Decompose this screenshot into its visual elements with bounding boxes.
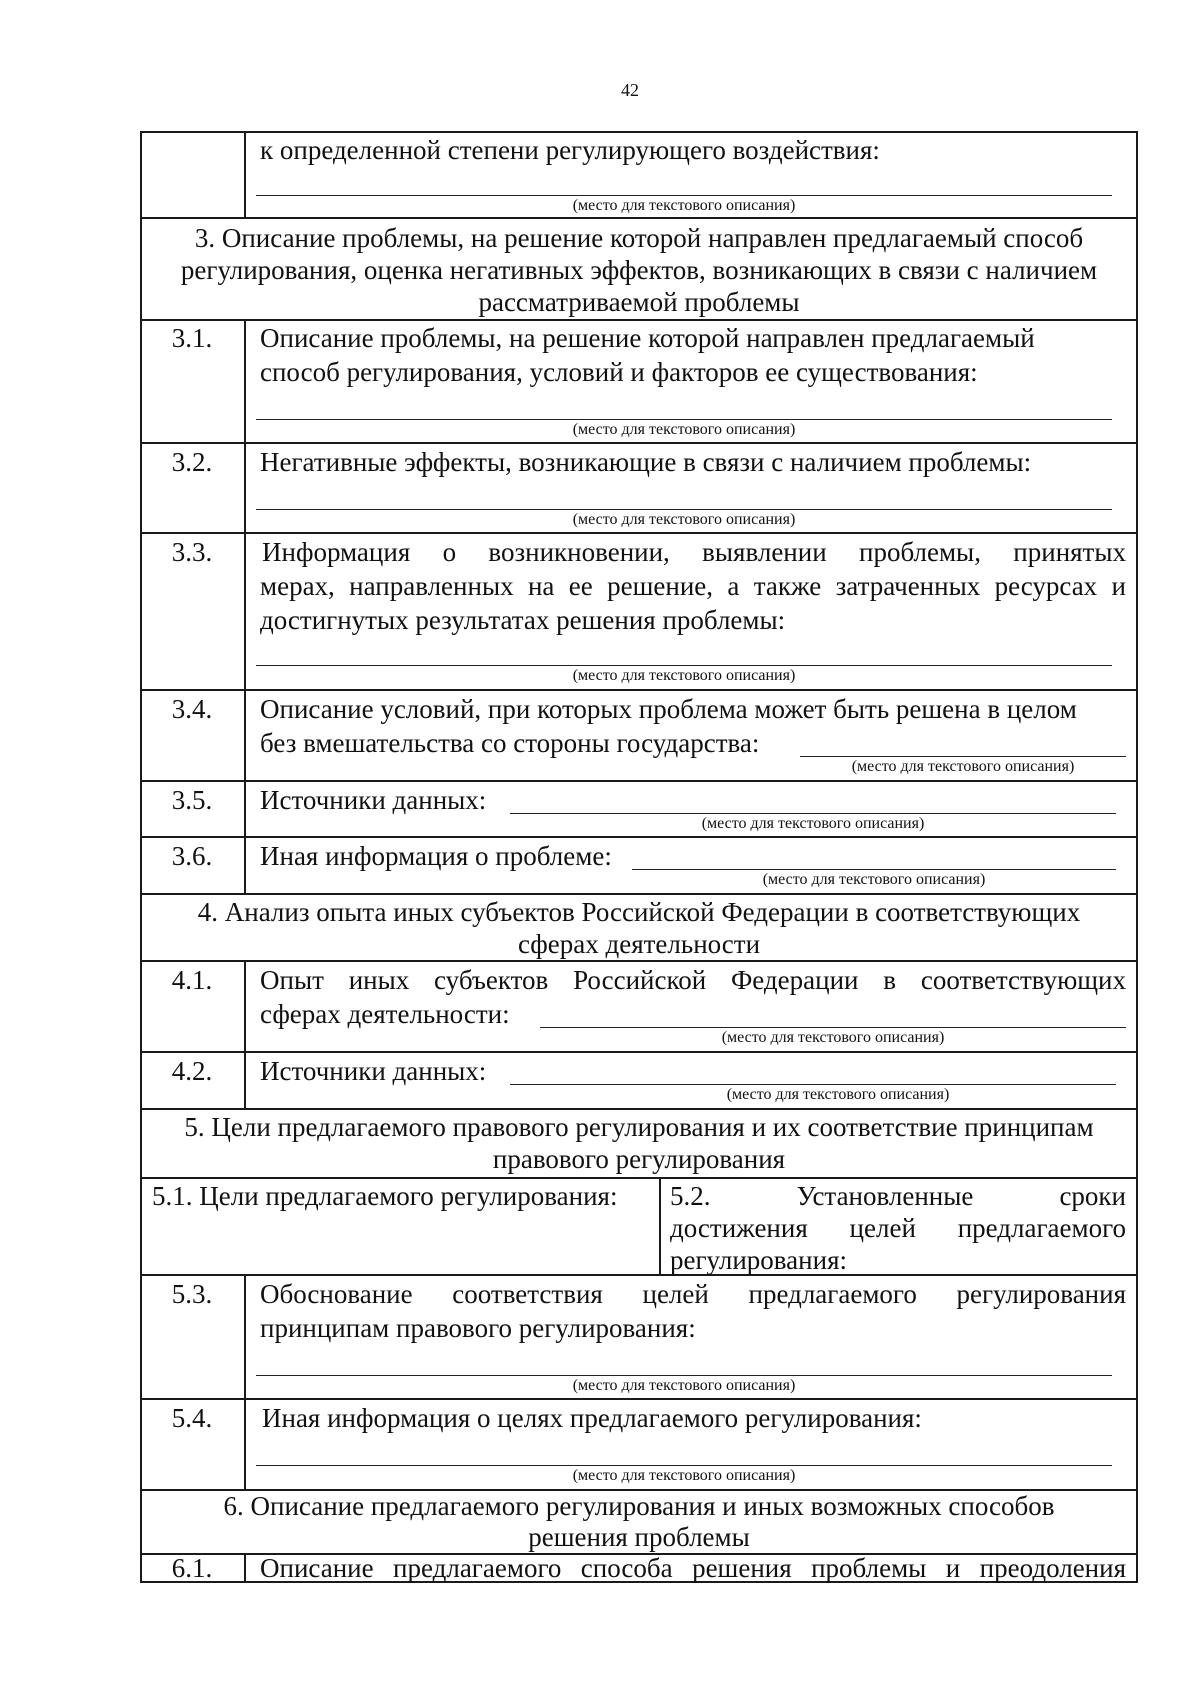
row-number: 5.3.	[171, 1279, 213, 1309]
deadlines-cell: 5.2. Установленные сроки	[670, 1181, 1126, 1211]
description-line	[540, 1027, 1126, 1028]
row-divider	[140, 780, 1138, 782]
row-divider	[140, 217, 1138, 219]
row-text: Описание условий, при которых проблема может быть решена в целом	[260, 694, 1077, 724]
description-line	[510, 813, 1116, 814]
number-column-divider	[244, 131, 246, 217]
row-divider	[140, 1051, 1138, 1053]
row-number: 3.2.	[171, 447, 213, 477]
goals-cell: 5.1. Цели предлагаемого регулирования:	[152, 1181, 618, 1211]
section-3-title: 3. Описание проблемы, на решение которой направлен предлагаемый способ	[194, 223, 1084, 253]
row-divider	[140, 960, 1138, 962]
placeholder-caption: (место для текстового описания)	[762, 871, 986, 888]
section-3-title: регулирования, оценка негативных эффектов, возникающих в связи с наличием	[180, 255, 1098, 285]
deadlines-cell: достижения целей предлагаемого	[670, 1213, 1126, 1243]
section-5-title: правового регулирования	[492, 1144, 786, 1174]
row-text: принципам правового регулирования:	[260, 1313, 696, 1343]
number-column-divider	[244, 319, 246, 893]
row-text: Опыт иных субъектов Российской Федерации в соответствующих	[260, 965, 1126, 995]
deadlines-cell: регулирования:	[670, 1245, 847, 1275]
goals-column-divider	[659, 1177, 661, 1274]
placeholder-caption: (место для текстового описания)	[572, 197, 796, 214]
placeholder-caption: (место для текстового описания)	[572, 511, 796, 528]
description-line	[632, 869, 1116, 870]
row-text: способ регулирования, условий и факторов ее существования:	[260, 357, 978, 387]
placeholder-caption: (место для текстового описания)	[701, 815, 925, 832]
row-number: 3.5.	[171, 785, 213, 815]
row-divider	[140, 836, 1138, 838]
row-number: 6.1.	[171, 1553, 213, 1583]
row-divider	[140, 1398, 1138, 1400]
row-divider	[140, 319, 1138, 321]
row-text: Описание проблемы, на решение которой направлен предлагаемый	[260, 323, 1035, 353]
row-text: сферах деятельности:	[260, 999, 510, 1029]
row-divider	[140, 131, 1138, 133]
continuation-text: к определенной степени регулирующего воздействия:	[260, 135, 880, 165]
row-text: Иная информация о проблеме:	[260, 841, 612, 871]
row-divider	[140, 893, 1138, 895]
row-text: без вмешательства со стороны государства:	[260, 728, 760, 758]
section-4-title: 4. Анализ опыта иных субъектов Российской Федерации в соответствующих	[197, 897, 1081, 927]
row-text: Описание предлагаемого способа решения проблемы и преодоления	[260, 1553, 1126, 1583]
section-6-title: решения проблемы	[528, 1522, 750, 1552]
row-number: 4.2.	[171, 1056, 213, 1086]
row-divider	[140, 442, 1138, 444]
description-line	[256, 195, 1112, 196]
number-column-divider	[244, 960, 246, 1108]
row-number: 5.4.	[171, 1403, 213, 1433]
description-line	[256, 1465, 1112, 1466]
row-text: Источники данных:	[260, 785, 487, 815]
row-number: 3.1.	[171, 323, 213, 353]
row-number: 4.1.	[171, 965, 213, 995]
row-divider	[140, 532, 1138, 534]
number-column-divider	[244, 1553, 246, 1581]
row-text: достигнутых результатах решения проблемы:	[260, 605, 786, 635]
placeholder-caption: (место для текстового описания)	[721, 1029, 945, 1046]
section-6-title: 6. Описание предлагаемого регулирования и иных возможных способов	[223, 1491, 1055, 1521]
row-number: 3.6.	[171, 841, 213, 871]
placeholder-caption: (место для текстового описания)	[572, 1377, 796, 1394]
placeholder-caption: (место для текстового описания)	[572, 667, 796, 684]
description-line	[256, 665, 1112, 666]
description-line	[800, 756, 1126, 757]
row-text: Источники данных:	[260, 1056, 487, 1086]
row-divider	[140, 1274, 1138, 1276]
description-line	[256, 509, 1112, 510]
row-divider	[140, 1108, 1138, 1110]
page-number: 42	[621, 80, 639, 100]
placeholder-caption: (место для текстового описания)	[851, 758, 1075, 775]
description-line	[510, 1084, 1116, 1085]
row-text: Негативные эффекты, возникающие в связи с наличием проблемы:	[260, 447, 1032, 477]
number-column-divider	[244, 1274, 246, 1489]
section-5-title: 5. Цели предлагаемого правового регулирования и их соответствие принципам	[184, 1112, 1094, 1142]
row-number: 3.3.	[171, 537, 213, 567]
row-text: Иная информация о целях предлагаемого регулирования:	[262, 1403, 922, 1433]
row-divider	[140, 689, 1138, 691]
section-3-title: рассматриваемой проблемы	[478, 287, 800, 317]
row-text: Обоснование соответствия целей предлагаемого регулирования	[260, 1279, 1126, 1309]
row-text: мерах, направленных на ее решение, а также затраченных ресурсах и	[260, 571, 1126, 601]
description-line	[256, 419, 1112, 420]
section-4-title: сферах деятельности	[517, 929, 761, 959]
table-border-right	[1136, 131, 1138, 1581]
placeholder-caption: (место для текстового описания)	[726, 1086, 950, 1103]
description-line	[256, 1375, 1112, 1376]
placeholder-caption: (место для текстового описания)	[572, 421, 796, 438]
row-number: 3.4.	[171, 694, 213, 724]
placeholder-caption: (место для текстового описания)	[572, 1467, 796, 1484]
row-text: Информация о возникновении, выявлении проблемы, принятых	[262, 537, 1126, 567]
row-divider	[140, 1177, 1138, 1179]
